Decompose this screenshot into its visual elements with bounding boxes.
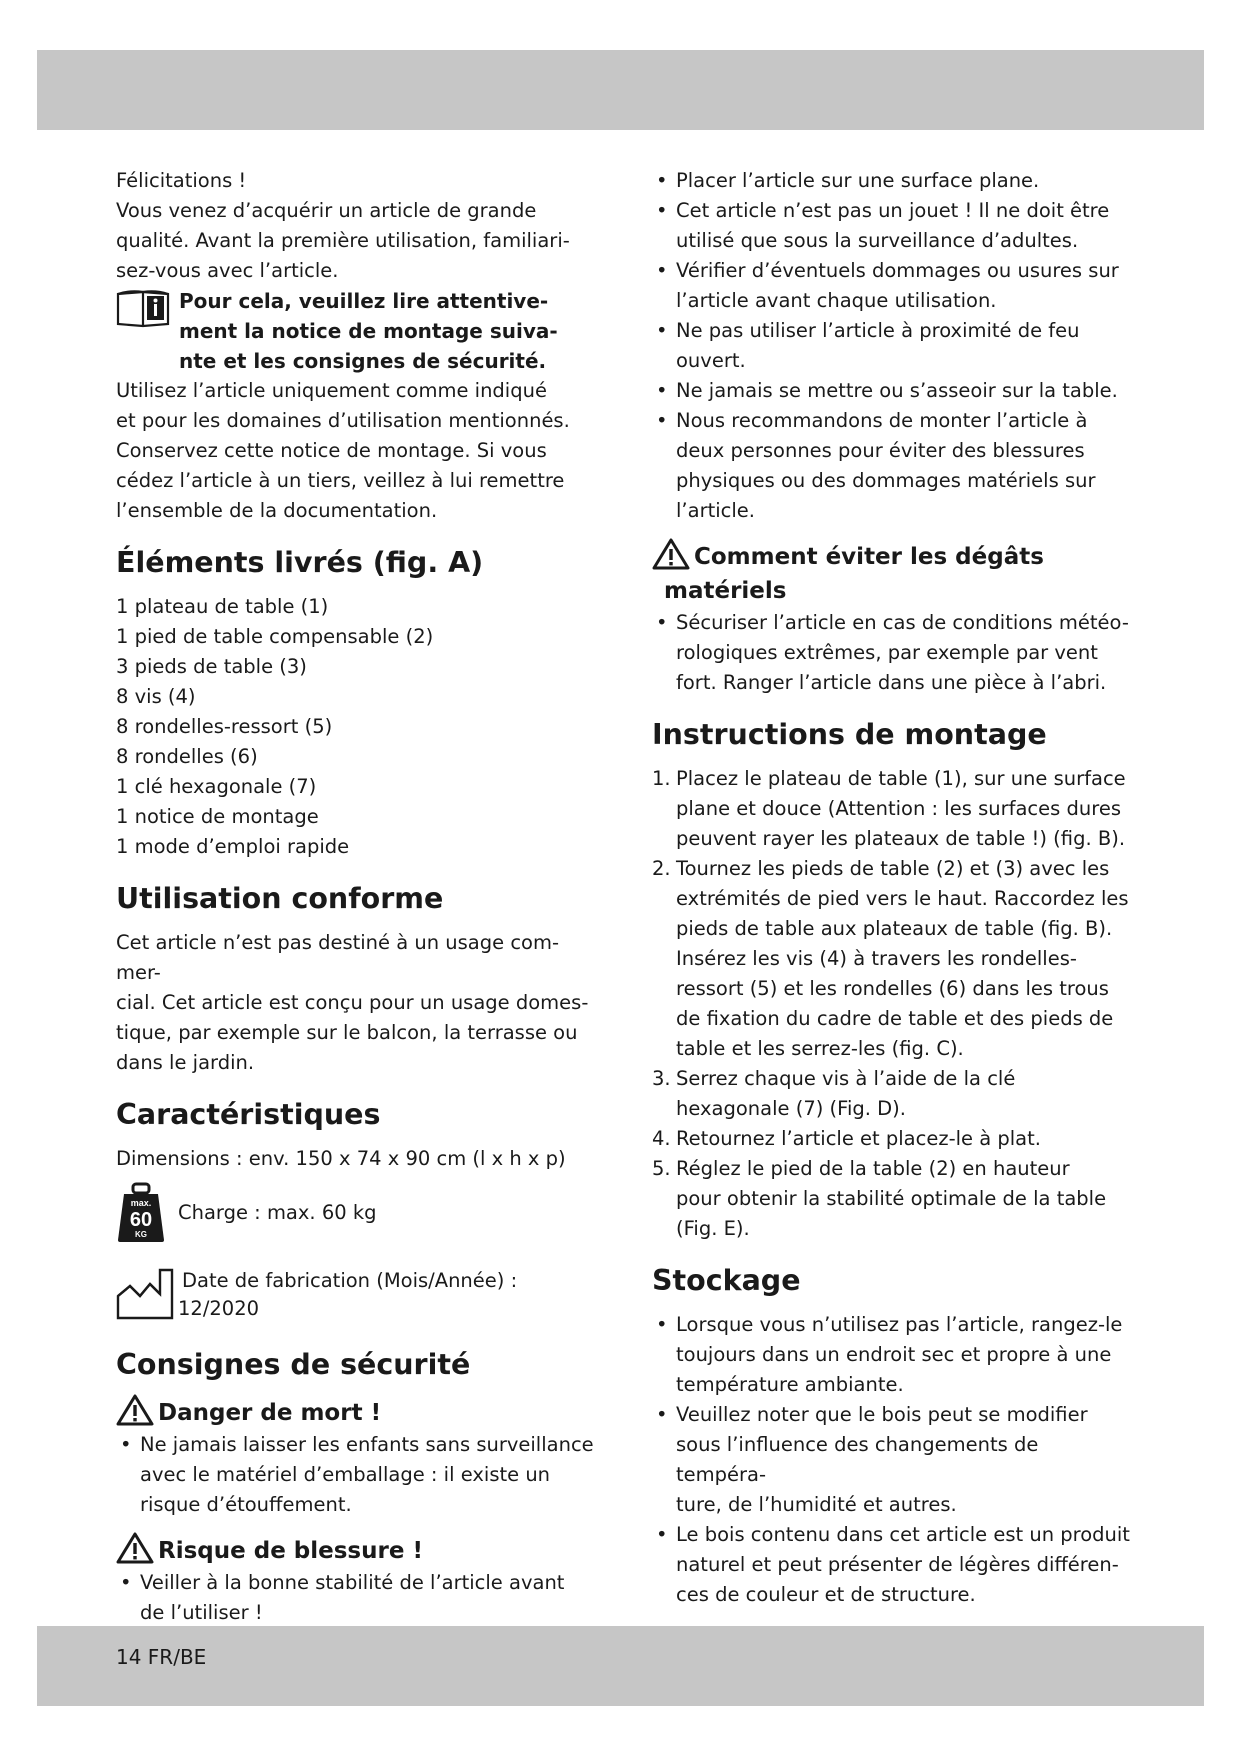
text-line: avec le matériel d’emballage : il existe un (140, 1463, 551, 1486)
intro-line: Vous venez d’acquérir un article de grande (116, 199, 537, 222)
list-item (116, 1568, 596, 1628)
assembly-steps (652, 764, 1132, 1244)
assembly-step (652, 1064, 1132, 1124)
text-line: Insérez les vis (4) à travers les rondelles- (676, 947, 1077, 970)
usage-lines (116, 376, 596, 526)
text-line: • Lorsque vous n’utilisez pas l’article, rangez-le (676, 1313, 1123, 1336)
assembly-step (652, 1154, 1132, 1244)
list-item: 8 vis (4) (116, 685, 196, 708)
factory-icon (116, 1266, 174, 1322)
storage-heading: Stockage (652, 1264, 801, 1297)
assembly-heading: Instructions de montage (652, 718, 1047, 751)
contents-list (116, 592, 596, 862)
injury-heading-text: Risque de blessure ! (158, 1538, 423, 1564)
text-line: • Sécuriser l’article en cas de conditions météo- (676, 611, 1129, 634)
list-item (652, 608, 1132, 698)
text-line: température ambiante. (676, 1373, 904, 1396)
warning-triangle-icon (652, 538, 690, 570)
list-item: 1 clé hexagonale (7) (116, 775, 317, 798)
greeting: Félicitations ! (116, 169, 247, 192)
warning-triangle-icon (116, 1394, 154, 1426)
text-line: ouvert. (676, 349, 746, 372)
text-line: Tournez les pieds de table (2) et (3) avec les (676, 857, 1110, 880)
text-line: • Nous recommandons de monter l’article à (676, 409, 1088, 432)
text-line: • Ne jamais laisser les enfants sans surveillance (140, 1433, 594, 1456)
step-number: 4. (652, 1127, 671, 1150)
danger-heading (116, 1394, 596, 1430)
text-line: plane et douce (Attention : les surfaces dures (676, 797, 1121, 820)
notice-line: nte et les consignes de sécurité. (179, 349, 547, 373)
text-line: deux personnes pour éviter des blessures (676, 439, 1085, 462)
injury-list (116, 1568, 596, 1628)
step-number: 2. (652, 857, 671, 880)
intro-line: sez-vous avec l’article. (116, 259, 339, 282)
step-number: 5. (652, 1157, 671, 1180)
text-line: de fixation du cadre de table et des pieds de (676, 1007, 1114, 1030)
notice-line: ment la notice de montage suiva- (179, 319, 558, 343)
list-item: 8 rondelles-ressort (5) (116, 715, 333, 738)
usage-line: Utilisez l’article uniquement comme indiqué (116, 379, 547, 402)
load-row (116, 1182, 596, 1252)
step-number: 1. (652, 767, 671, 790)
text-line: peuvent rayer les plateaux de table !) (fig. B). (676, 827, 1126, 850)
usage-line: Conservez cette notice de montage. Si vous (116, 439, 547, 462)
assembly-step (652, 1124, 1132, 1154)
danger-heading-text: Danger de mort ! (158, 1400, 382, 1426)
text-line: pieds de table aux plateaux de table (fig. B). (676, 917, 1113, 940)
text-line: sous l’influence des changements de tempéra- (676, 1433, 1039, 1486)
read-manual-notice (116, 286, 596, 376)
danger-list (116, 1430, 596, 1520)
list-item (652, 376, 1132, 406)
safety-heading: Consignes de sécurité (116, 1348, 471, 1381)
material-damage-heading-line2: matériels (664, 578, 787, 604)
list-item: 3 pieds de table (3) (116, 655, 307, 678)
weight-icon (116, 1182, 166, 1244)
manufacture-date: 12/2020 (178, 1297, 260, 1320)
text-line: risque d’étouffement. (140, 1493, 352, 1516)
text-line: pour obtenir la stabilité optimale de la table (676, 1187, 1107, 1210)
text-line: • Placer l’article sur une surface plane. (676, 169, 1040, 192)
text-line: hexagonale (7) (Fig. D). (676, 1097, 906, 1120)
list-item (652, 196, 1132, 256)
weight-icon-top: max. (130, 1198, 152, 1208)
text-line: toujours dans un endroit sec et propre à une (676, 1343, 1112, 1366)
list-item: 1 mode d’emploi rapide (116, 835, 350, 858)
usage-line: cédez l’article à un tiers, veillez à lui remettre (116, 469, 565, 492)
manufacture-row (116, 1266, 596, 1328)
text-line: • Cet article n’est pas un jouet ! Il ne doit être (676, 199, 1110, 222)
text-line: • Ne jamais se mettre ou s’asseoir sur la table. (676, 379, 1118, 402)
text-line: cial. Cet article est conçu pour un usage domes- (116, 991, 589, 1014)
load-text: Charge : max. 60 kg (178, 1201, 377, 1224)
list-item (652, 1520, 1132, 1610)
assembly-step (652, 764, 1132, 854)
manufacture-line: Date de fabrication (Mois/Année) : (182, 1269, 518, 1292)
text-line: Serrez chaque vis à l’aide de la clé (676, 1067, 1016, 1090)
intro-line: qualité. Avant la première utilisation, familiari- (116, 229, 570, 252)
usage-line: l’ensemble de la documentation. (116, 499, 438, 522)
dimensions-text: Dimensions : env. 150 x 74 x 90 cm (l x h x p) (116, 1147, 566, 1170)
warning-triangle-icon (116, 1532, 154, 1564)
text-line: table et les serrez-les (fig. C). (676, 1037, 964, 1060)
list-item: 8 rondelles (6) (116, 745, 258, 768)
notice-line: Pour cela, veuillez lire attentive- (179, 289, 549, 313)
text-line: • Veiller à la bonne stabilité de l’article avant (140, 1571, 565, 1594)
text-line: extrémités de pied vers le haut. Raccordez les (676, 887, 1129, 910)
text-line: (Fig. E). (676, 1217, 750, 1240)
header-band (37, 50, 1204, 130)
text-line: • Vérifier d’éventuels dommages ou usures sur (676, 259, 1119, 282)
list-item: 1 notice de montage (116, 805, 319, 828)
usage-line: et pour les domaines d’utilisation mentionnés. (116, 409, 570, 432)
assembly-step (652, 854, 1132, 1064)
list-item (652, 406, 1132, 526)
text-line: tique, par exemple sur le balcon, la terrasse ou (116, 1021, 578, 1044)
text-line: physiques ou des dommages matériels sur (676, 469, 1096, 492)
text-line: • Veuillez noter que le bois peut se modifier (676, 1403, 1088, 1426)
safety-bullets (652, 166, 1132, 526)
intended-use-text (116, 928, 596, 1078)
contents-heading: Éléments livrés (fig. A) (116, 546, 484, 579)
text-line: rologiques extrêmes, par exemple par vent (676, 641, 1098, 664)
text-line: ressort (5) et les rondelles (6) dans les trous (676, 977, 1109, 1000)
injury-heading (116, 1532, 596, 1568)
text-line: de l’utiliser ! (140, 1601, 263, 1624)
text-line: ture, de l’humidité et autres. (676, 1493, 957, 1516)
text-line: naturel et peut présenter de légères différen- (676, 1553, 1119, 1576)
manual-book-icon (116, 288, 170, 328)
intro-lines (116, 196, 596, 286)
text-line: Placez le plateau de table (1), sur une surface (676, 767, 1126, 790)
list-item (652, 316, 1132, 376)
list-item (652, 1400, 1132, 1520)
text-line: • Ne pas utiliser l’article à proximité de feu (676, 319, 1080, 342)
step-number: 3. (652, 1067, 671, 1090)
text-line: ces de couleur et de structure. (676, 1583, 976, 1606)
intended-use-heading: Utilisation conforme (116, 882, 444, 915)
weight-icon-unit: KG (135, 1230, 147, 1239)
text-line: Réglez le pied de la table (2) en hauteur (676, 1157, 1070, 1180)
text-line: Cet article n’est pas destiné à un usage com-mer- (116, 931, 560, 984)
manufacture-text (182, 1266, 517, 1296)
list-item: 1 pied de table compensable (2) (116, 625, 434, 648)
material-damage-heading (652, 538, 1132, 608)
text-line: l’article. (676, 499, 755, 522)
list-item: 1 plateau de table (1) (116, 595, 329, 618)
characteristics-heading: Caractéristiques (116, 1098, 381, 1131)
page-number: 14 FR/BE (116, 1645, 207, 1669)
text-line: utilisé que sous la surveillance d’adultes. (676, 229, 1079, 252)
list-item (652, 166, 1132, 196)
text-line: fort. Ranger l’article dans une pièce à l’abri. (676, 671, 1107, 694)
text-line: • Le bois contenu dans cet article est un produit (676, 1523, 1130, 1546)
material-damage-heading-line1: Comment éviter les dégâts (694, 544, 1044, 570)
text-line: l’article avant chaque utilisation. (676, 289, 997, 312)
right-column (652, 166, 1132, 1610)
material-damage-list (652, 608, 1132, 698)
list-item (652, 256, 1132, 316)
text-line: dans le jardin. (116, 1051, 255, 1074)
text-line: Retournez l’article et placez-le à plat. (676, 1127, 1041, 1150)
list-item (116, 1430, 596, 1520)
footer-band (37, 1626, 1204, 1706)
weight-icon-value: 60 (129, 1209, 153, 1231)
left-column (116, 166, 596, 1628)
storage-list (652, 1310, 1132, 1610)
list-item (652, 1310, 1132, 1400)
